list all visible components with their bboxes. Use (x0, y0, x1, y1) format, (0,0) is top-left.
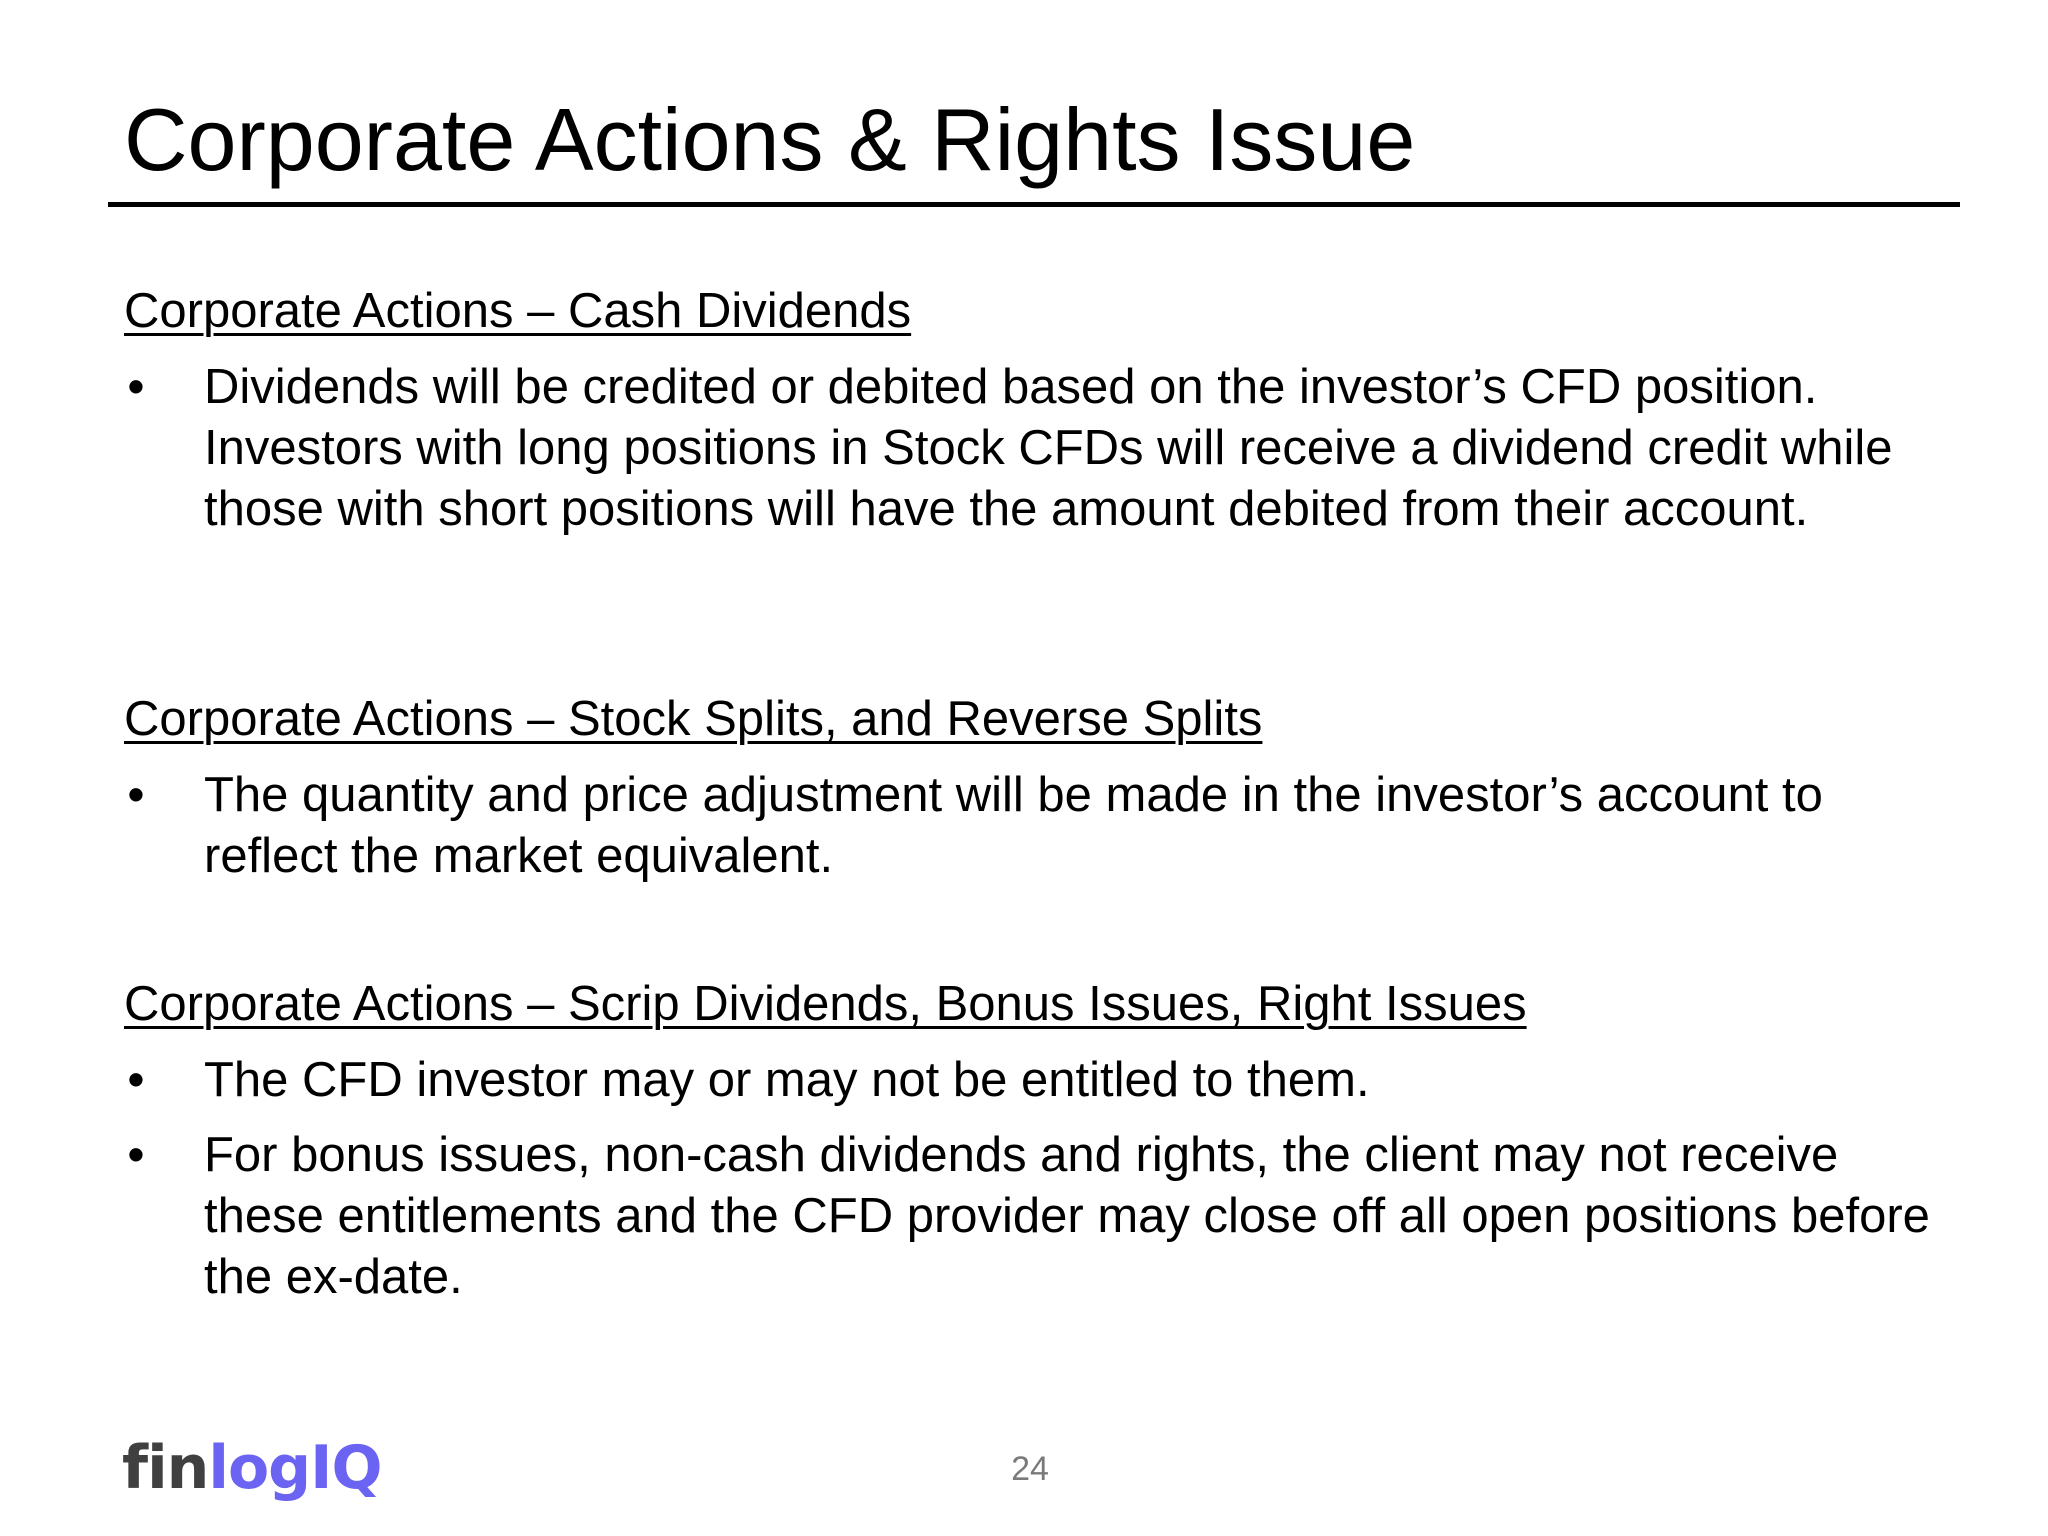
bullet-item (124, 765, 1964, 887)
bullet-text: The quantity and price adjustment will be made in the investor’s account to reflect the market equivalent. (204, 768, 1823, 883)
bullet-list-scrip-dividends (124, 1050, 1964, 1308)
bullet-text: Dividends will be credited or debited based on the investor’s CFD position. Investors with long positions in Stock CFDs will receive a dividend credit while those with short positions will have the amount debited from their account. (204, 360, 1893, 536)
bullet-text: The CFD investor may or may not be entitled to them. (204, 1053, 1370, 1107)
bullet-list-cash-dividends (124, 357, 1964, 540)
logo-text-logiq: logIQ (208, 1433, 382, 1503)
bullet-item (124, 1050, 1964, 1111)
bullet-marker: • (127, 1053, 145, 1107)
bullet-marker: • (127, 768, 145, 822)
finlogiq-logo (122, 1433, 382, 1503)
bullet-list-stock-splits (124, 765, 1964, 887)
bullet-item (124, 1125, 1964, 1308)
slide-title: Corporate Actions & Rights Issue (124, 90, 1416, 189)
page-number: 24 (1011, 1450, 1049, 1488)
bullet-marker: • (127, 360, 145, 414)
bullet-marker: • (127, 1128, 145, 1182)
section-heading-stock-splits: Corporate Actions – Stock Splits, and Reverse Splits (124, 692, 1263, 746)
logo-text-fin: fin (122, 1433, 209, 1503)
section-heading-scrip-dividends: Corporate Actions – Scrip Dividends, Bonus Issues, Right Issues (124, 977, 1527, 1031)
bullet-item (124, 357, 1964, 540)
section-heading-cash-dividends: Corporate Actions – Cash Dividends (124, 284, 912, 338)
bullet-text: For bonus issues, non-cash dividends and rights, the client may not receive these entitlements and the CFD provider may close off all open positions before the ex-date. (204, 1128, 1930, 1304)
title-divider (108, 202, 1960, 207)
